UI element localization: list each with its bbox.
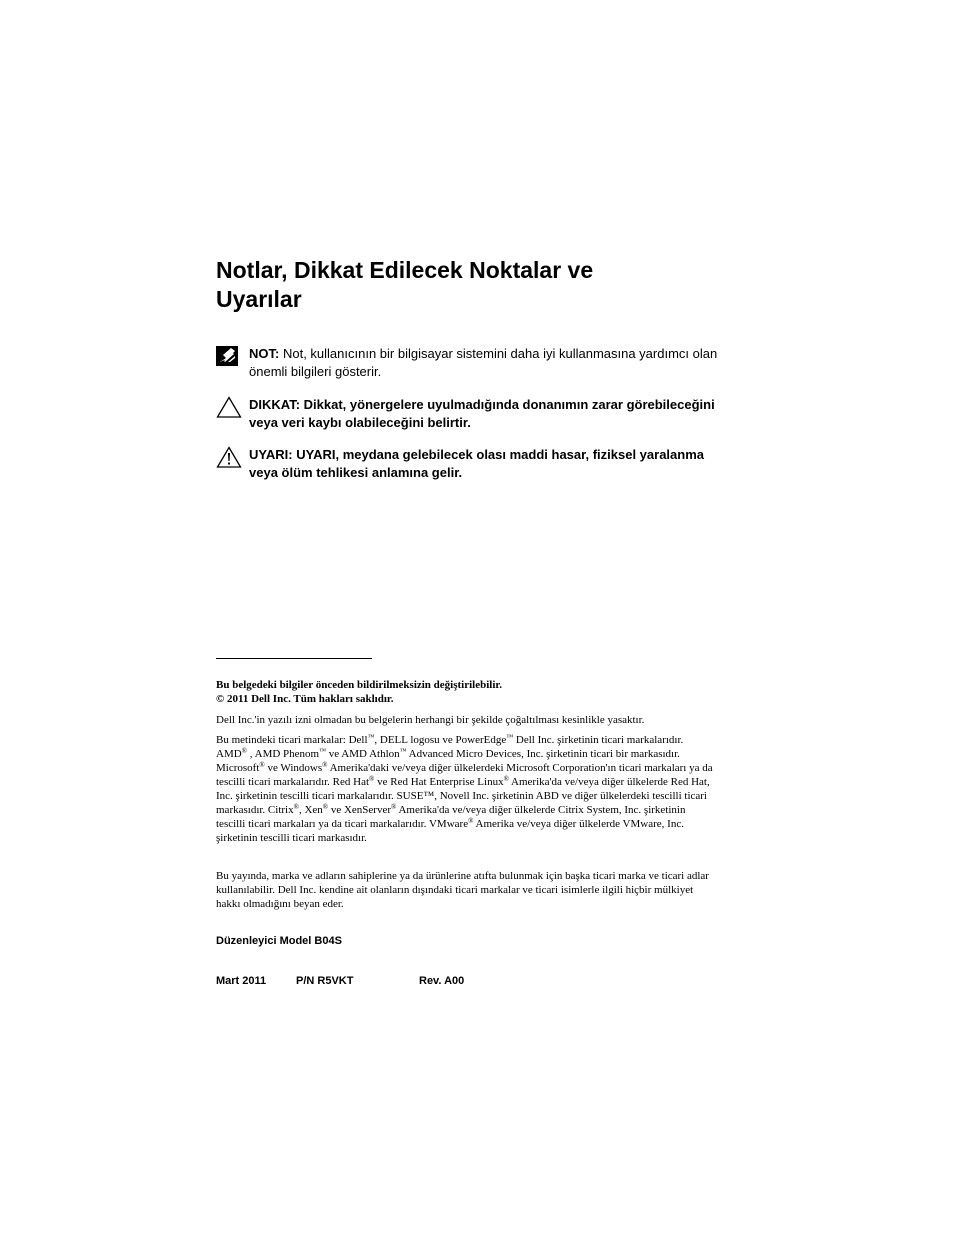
tm-text-8: Amerika'daki ve/veya diğer ülkelerdeki Microsoft Corporation'ın ticari markaları ya da tescilli ticari markalarıdır. Red Hat [216,762,713,788]
note-pencil-icon [216,346,242,370]
tm-text-11: , Xen [298,804,323,816]
tm-symbol: ™ [367,733,375,741]
note-text [249,345,719,381]
registered-symbol: ® [369,775,375,783]
reproduction-notice [216,713,716,727]
other-marks-text: Bu yayında, marka ve adların sahiplerine ya da ürünlerine atıfta bulunmak için başka ticari marka ve ticari adlar kullanılabilir. Dell Inc. kendine ait olanların dışındaki ticari markalar ve ticari isimlerle ilgili hiçbir mülkiyet hakkı olmadığını beyan eder. [216,870,709,910]
warning-label: UYARI: [249,447,293,462]
registered-symbol: ® [322,803,329,811]
caution-body: Dikkat, yönergelere uyulmadığında donanımın zarar görebileceğini veya veri kaybı olabileceğini belirtir. [249,397,715,430]
reproduction-text: Dell Inc.'in yazılı izni olmadan bu belgelerin herhangi bir şekilde çoğaltılması kesinlikle yasaktır. [216,714,645,726]
caution-triangle-icon [216,396,242,420]
registered-symbol: ® [391,803,397,811]
note-label: NOT: [249,346,280,361]
caution-callout [216,396,736,436]
tm-symbol: ™ [319,747,326,755]
warning-text [249,446,719,482]
tm-text-12: ve XenServer [328,804,392,816]
page-title [216,256,736,314]
footer-date: Mart 2011 [216,975,267,987]
tm-text-4: , AMD Phenom [247,748,320,760]
footer-revision: Rev. A00 [419,975,465,987]
trademark-text [216,733,714,845]
tm-text-3: Dell Inc. şirketinin ticari markalarıdır. AMD [216,734,684,760]
note-body: Not, kullanıcının bir bilgisayar sistemini daha iyi kullanmasına yardımcı olan önemli bilgileri gösterir. [249,346,718,379]
other-marks-notice [216,869,714,911]
tm-text-2: , DELL logosu ve PowerEdge [374,734,507,746]
title-line-2: Uyarılar [216,286,302,312]
tm-text-7: ve Windows [264,762,323,774]
registered-symbol: ® [293,803,299,811]
warning-callout [216,446,736,486]
tm-symbol: ™ [506,733,514,741]
tm-symbol: ™ [399,747,407,755]
registered-symbol: ® [503,775,509,783]
registered-symbol: ® [322,761,328,769]
registered-symbol: ® [259,761,265,769]
registered-symbol: ® [468,817,474,825]
tm-text-1: Bu metindeki ticari markalar: Dell [216,734,368,746]
warning-body: UYARI, meydana gelebilecek olası maddi hasar, fiziksel yaralanma veya ölüm tehlikesi anlamına gelir. [249,447,704,480]
registered-symbol: ® [241,747,247,755]
note-callout [216,345,736,385]
caution-text [249,396,719,432]
tm-text-6: Advanced Micro Devices, Inc. şirketinin ticari bir markasıdır. Microsoft [216,748,680,774]
copyright-line: © 2011 Dell Inc. Tüm hakları saklıdır. [216,693,394,705]
tm-text-9: ve Red Hat Enterprise Linux [374,776,504,788]
caution-label: DIKKAT: [249,397,301,412]
legal-notice [216,678,716,706]
notice-line-1: Bu belgedeki bilgiler önceden bildirilmeksizin değiştirilebilir. [216,679,503,691]
tm-text-5: ve AMD Athlon [326,748,400,760]
regulatory-model: Düzenleyici Model B04S [216,935,342,947]
warning-exclamation-icon [216,446,242,470]
trademark-notice [216,733,714,845]
tm-text-13: Amerika'da ve/veya diğer ülkelerde Citrix System, Inc. şirketinin tescilli ticari markaları ya da ticari markalarıdır. VMware [216,804,686,830]
tm-text-10: Amerika'da ve/veya diğer ülkelerde Red Hat, Inc. şirketinin tescilli ticari markalarıdır. SUSE™, Novell Inc. şirketinin ABD ve diğer ülkelerdeki tescilli ticari markasıdır. Citrix [216,776,710,816]
title-line-1: Notlar, Dikkat Edilecek Noktalar ve [216,257,594,283]
footnote-divider [216,658,372,659]
tm-text-14: Amerika ve/veya diğer ülkelerde VMware, Inc. şirketinin tescilli ticari markasıdır. [216,818,684,844]
footer-part-number: P/N R5VKT [296,975,354,987]
